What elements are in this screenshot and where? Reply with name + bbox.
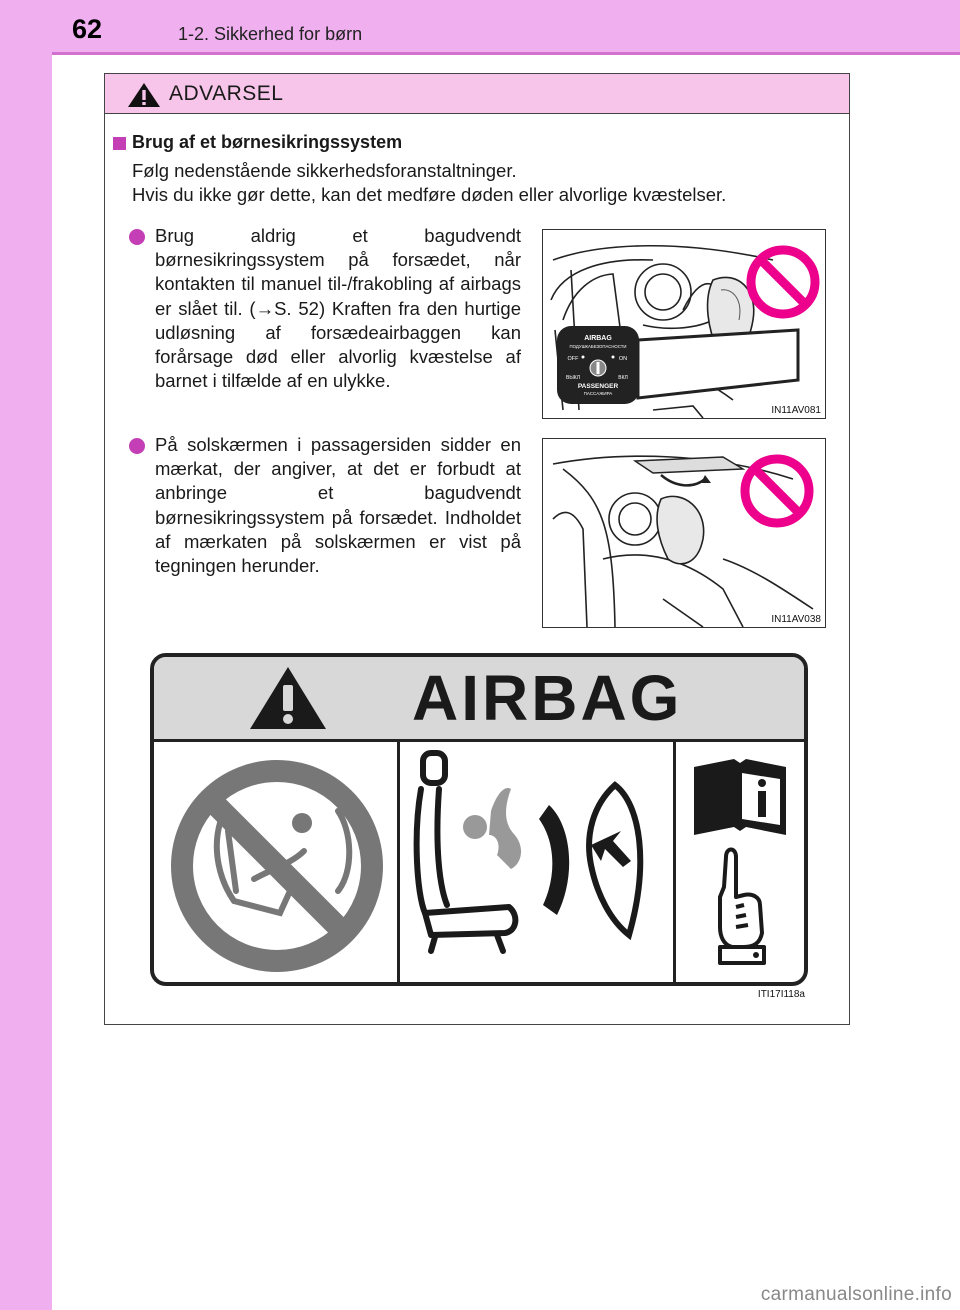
label-header bbox=[154, 657, 804, 742]
manual-info-and-hand-icon bbox=[680, 747, 800, 986]
subheading-square-icon bbox=[113, 137, 126, 150]
panel-on-ru: ВКЛ bbox=[618, 375, 628, 381]
panel-passenger-ru: ПАССАЖИРА bbox=[583, 391, 613, 396]
intro-text bbox=[132, 159, 842, 207]
car-interior-illustration bbox=[543, 230, 825, 418]
figure-code-2: IN11AV038 bbox=[771, 614, 821, 625]
prohibited-sign-icon-2 bbox=[745, 459, 809, 523]
panel-off-ru: ВЫКЛ bbox=[566, 375, 580, 381]
subheading: Brug af et børnesikringssystem bbox=[132, 132, 403, 152]
panel-subtitle: ПОДУШКАБЕЗОПАСНОСТИ bbox=[569, 344, 627, 349]
label-figure-code: ITI17I118a bbox=[757, 989, 805, 1000]
section-title: 1-2. Sikkerhed for børn bbox=[178, 24, 363, 44]
airbag-warning-label bbox=[150, 653, 808, 986]
label-warning-triangle-icon bbox=[248, 665, 328, 731]
intro-line-1: Følg nedenstående sikkerhedsforanstaltninger. bbox=[132, 160, 517, 181]
label-divider-1 bbox=[397, 739, 400, 986]
header-band bbox=[0, 0, 960, 52]
page-number: 62 bbox=[72, 14, 103, 44]
figure-code-1: IN11AV081 bbox=[771, 405, 821, 416]
figure-sun-visor-label bbox=[542, 438, 826, 628]
header-rule bbox=[52, 52, 960, 55]
panel-title: AIRBAG bbox=[584, 335, 612, 342]
airbag-impact-seat-icon bbox=[401, 745, 673, 985]
prohibited-sign-icon-1 bbox=[751, 250, 815, 314]
warning-title: ADVARSEL bbox=[169, 82, 284, 105]
left-color-band bbox=[0, 0, 52, 1310]
bullet-2-text: På solskærmen i passagersiden sidder en mærkat, der angiver, at det er forbudt at anbringe et bagudvendt børnesikringssystem på forsædet. Indholdet af mærkaten på solskærmen er vist på tegningen herunder. bbox=[155, 434, 521, 577]
warning-header bbox=[105, 74, 849, 114]
figure-passenger-airbag-switch bbox=[542, 229, 826, 419]
car-interior-visor-illustration bbox=[543, 439, 825, 627]
watermark: carmanualsonline.info bbox=[760, 1284, 952, 1305]
warning-triangle-icon bbox=[127, 82, 161, 108]
panel-passenger: PASSENGER bbox=[577, 383, 619, 390]
panel-on: ON bbox=[618, 356, 628, 362]
intro-line-2: Hvis du ikke gør dette, kan det medføre døden eller alvorlige kvæstelser. bbox=[132, 184, 727, 205]
no-rear-facing-child-seat-icon bbox=[162, 751, 392, 981]
bullet-2-dot-icon bbox=[129, 438, 145, 454]
panel-off: OFF bbox=[567, 356, 579, 362]
label-airbag-word: AIRBAG bbox=[412, 662, 683, 734]
warning-box bbox=[104, 73, 850, 1025]
bullet-1-dot-icon bbox=[129, 229, 145, 245]
label-divider-2 bbox=[673, 739, 676, 986]
bullet-1-text: Brug aldrig et bagudvendt børnesikringssystem på forsædet, når kontakten til manuel til-/frakobling af airbags er slået til. (→S. 52) Kraften fra den hurtige udløsning af forsædeairbaggen kan forårsage død eller alvorlig kvæstelse af barnet i tilfælde af en ulykke. bbox=[155, 225, 521, 392]
